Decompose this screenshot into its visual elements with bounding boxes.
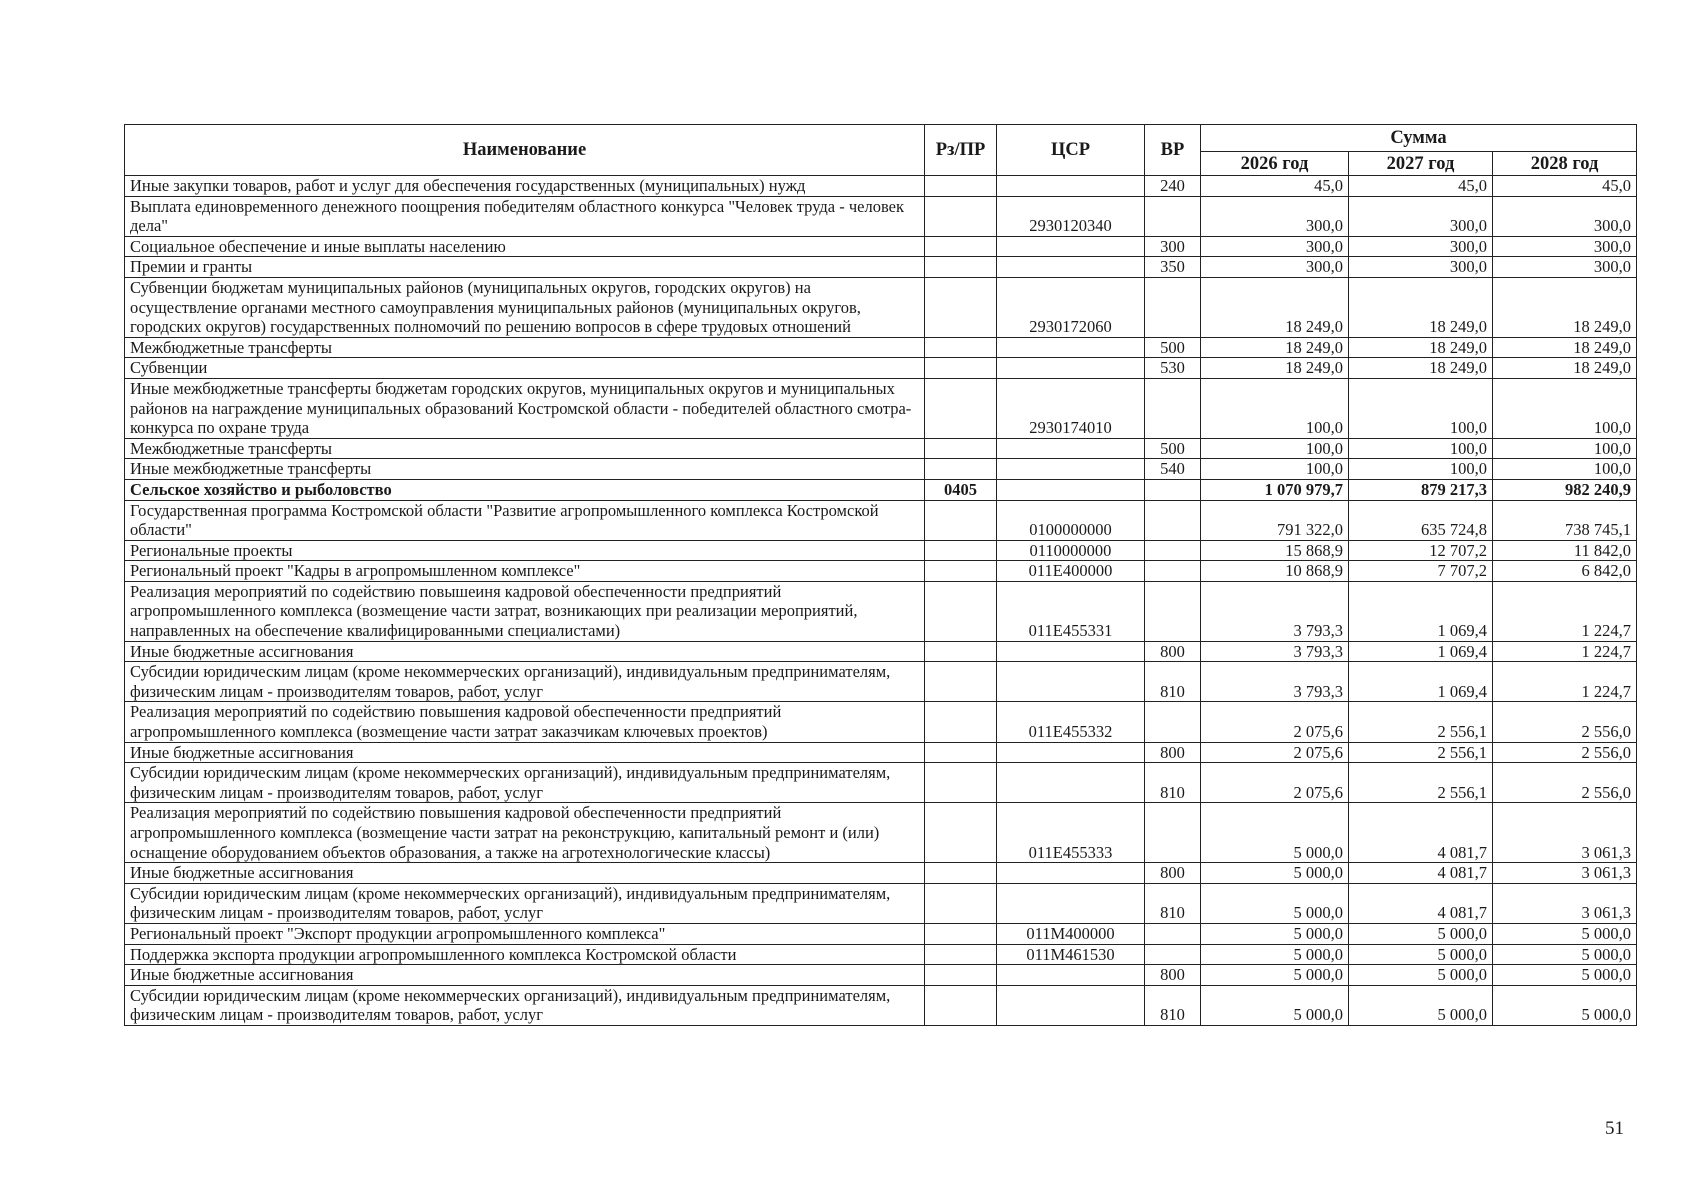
cell-2027: 18 249,0 — [1349, 337, 1493, 358]
cell-2028: 300,0 — [1493, 196, 1637, 236]
cell-2027: 45,0 — [1349, 176, 1493, 197]
cell-vr — [1145, 581, 1201, 641]
cell-vr: 800 — [1145, 863, 1201, 884]
cell-vr: 240 — [1145, 176, 1201, 197]
cell-2026: 2 075,6 — [1201, 702, 1349, 742]
table-row — [125, 378, 1637, 438]
cell-csr: 2930120340 — [997, 196, 1145, 236]
cell-csr: 0100000000 — [997, 500, 1145, 540]
cell-rzpr: 0405 — [925, 479, 997, 500]
cell-2028: 18 249,0 — [1493, 358, 1637, 379]
cell-name: Сельское хозяйство и рыболовство — [125, 479, 925, 500]
cell-2027: 18 249,0 — [1349, 277, 1493, 337]
table-row — [125, 641, 1637, 662]
cell-csr: 2930172060 — [997, 277, 1145, 337]
cell-vr — [1145, 702, 1201, 742]
cell-2028: 3 061,3 — [1493, 803, 1637, 863]
cell-name: Государственная программа Костромской области "Развитие агропромышленного комплекса Костромской области" — [125, 500, 925, 540]
cell-2027: 2 556,1 — [1349, 702, 1493, 742]
cell-2027: 5 000,0 — [1349, 923, 1493, 944]
cell-vr — [1145, 500, 1201, 540]
cell-2028: 18 249,0 — [1493, 337, 1637, 358]
table-row — [125, 540, 1637, 561]
cell-name: Поддержка экспорта продукции агропромышленного комплекса Костромской области — [125, 944, 925, 965]
cell-rzpr — [925, 500, 997, 540]
cell-rzpr — [925, 742, 997, 763]
cell-2027: 2 556,1 — [1349, 763, 1493, 803]
table-row — [125, 358, 1637, 379]
cell-vr: 800 — [1145, 965, 1201, 986]
table-row — [125, 863, 1637, 884]
header-name: Наименование — [125, 125, 925, 176]
cell-name: Субсидии юридическим лицам (кроме некоммерческих организаций), индивидуальным предпринимателям, физическим лицам - производителям товаров, работ, услуг — [125, 883, 925, 923]
table-row — [125, 702, 1637, 742]
table-row — [125, 277, 1637, 337]
header-year-2026: 2026 год — [1201, 152, 1349, 176]
cell-2027: 1 069,4 — [1349, 641, 1493, 662]
table-row — [125, 662, 1637, 702]
cell-rzpr — [925, 763, 997, 803]
cell-2026: 3 793,3 — [1201, 662, 1349, 702]
cell-2028: 1 224,7 — [1493, 662, 1637, 702]
cell-2028: 5 000,0 — [1493, 944, 1637, 965]
cell-csr: 011М400000 — [997, 923, 1145, 944]
cell-rzpr — [925, 965, 997, 986]
cell-2028: 100,0 — [1493, 459, 1637, 480]
cell-vr — [1145, 540, 1201, 561]
cell-2026: 3 793,3 — [1201, 581, 1349, 641]
cell-2026: 1 070 979,7 — [1201, 479, 1349, 500]
cell-vr — [1145, 561, 1201, 582]
cell-name: Межбюджетные трансферты — [125, 337, 925, 358]
table-row — [125, 883, 1637, 923]
cell-2027: 5 000,0 — [1349, 985, 1493, 1025]
cell-2028: 3 061,3 — [1493, 883, 1637, 923]
cell-name: Социальное обеспечение и иные выплаты населению — [125, 236, 925, 257]
cell-name: Реализация мероприятий по содействию повышения кадровой обеспеченности предприятий агропромышленного комплекса (возмещение части затрат на реконструкцию, капитальный ремонт и (или) оснащение оборудованием объектов образования, а также на агротехнологические классы) — [125, 803, 925, 863]
cell-2028: 300,0 — [1493, 257, 1637, 278]
cell-2028: 100,0 — [1493, 378, 1637, 438]
cell-rzpr — [925, 438, 997, 459]
cell-2027: 879 217,3 — [1349, 479, 1493, 500]
cell-csr — [997, 763, 1145, 803]
cell-2026: 5 000,0 — [1201, 923, 1349, 944]
cell-2027: 18 249,0 — [1349, 358, 1493, 379]
cell-csr: 0110000000 — [997, 540, 1145, 561]
cell-name: Региональный проект "Экспорт продукции агропромышленного комплекса" — [125, 923, 925, 944]
cell-csr — [997, 176, 1145, 197]
cell-csr — [997, 641, 1145, 662]
cell-2026: 18 249,0 — [1201, 358, 1349, 379]
cell-vr — [1145, 803, 1201, 863]
cell-name: Иные бюджетные ассигнования — [125, 965, 925, 986]
cell-vr: 810 — [1145, 985, 1201, 1025]
cell-name: Иные межбюджетные трансферты — [125, 459, 925, 480]
cell-2026: 100,0 — [1201, 378, 1349, 438]
table-row — [125, 581, 1637, 641]
cell-rzpr — [925, 944, 997, 965]
cell-2026: 791 322,0 — [1201, 500, 1349, 540]
cell-name: Субсидии юридическим лицам (кроме некоммерческих организаций), индивидуальным предпринимателям, физическим лицам - производителям товаров, работ, услуг — [125, 985, 925, 1025]
table-row — [125, 742, 1637, 763]
table-header — [125, 125, 1637, 176]
cell-vr — [1145, 277, 1201, 337]
cell-rzpr — [925, 358, 997, 379]
cell-name: Иные бюджетные ассигнования — [125, 863, 925, 884]
cell-vr: 810 — [1145, 662, 1201, 702]
cell-2027: 100,0 — [1349, 378, 1493, 438]
table-row — [125, 985, 1637, 1025]
cell-rzpr — [925, 863, 997, 884]
cell-2028: 5 000,0 — [1493, 965, 1637, 986]
cell-2026: 5 000,0 — [1201, 985, 1349, 1025]
cell-vr — [1145, 479, 1201, 500]
table-row — [125, 257, 1637, 278]
cell-rzpr — [925, 540, 997, 561]
header-year-2027: 2027 год — [1349, 152, 1493, 176]
cell-csr — [997, 257, 1145, 278]
cell-2026: 18 249,0 — [1201, 277, 1349, 337]
cell-rzpr — [925, 641, 997, 662]
cell-2028: 5 000,0 — [1493, 923, 1637, 944]
cell-2026: 5 000,0 — [1201, 965, 1349, 986]
table-body — [125, 176, 1637, 1026]
header-vr: ВР — [1145, 125, 1201, 176]
cell-csr — [997, 479, 1145, 500]
cell-2028: 45,0 — [1493, 176, 1637, 197]
cell-2027: 7 707,2 — [1349, 561, 1493, 582]
cell-name: Региональные проекты — [125, 540, 925, 561]
cell-2027: 4 081,7 — [1349, 863, 1493, 884]
cell-name: Субсидии юридическим лицам (кроме некоммерческих организаций), индивидуальным предпринимателям, физическим лицам - производителям товаров, работ, услуг — [125, 763, 925, 803]
table-row — [125, 337, 1637, 358]
cell-2027: 300,0 — [1349, 257, 1493, 278]
cell-2028: 1 224,7 — [1493, 581, 1637, 641]
cell-2026: 15 868,9 — [1201, 540, 1349, 561]
cell-csr: 2930174010 — [997, 378, 1145, 438]
cell-2028: 300,0 — [1493, 236, 1637, 257]
table-row — [125, 500, 1637, 540]
cell-2026: 300,0 — [1201, 257, 1349, 278]
cell-rzpr — [925, 803, 997, 863]
cell-vr: 800 — [1145, 742, 1201, 763]
cell-2028: 2 556,0 — [1493, 742, 1637, 763]
cell-vr — [1145, 196, 1201, 236]
page-number: 51 — [1605, 1118, 1624, 1139]
cell-2026: 5 000,0 — [1201, 803, 1349, 863]
cell-2026: 100,0 — [1201, 459, 1349, 480]
cell-2027: 5 000,0 — [1349, 944, 1493, 965]
table-row — [125, 176, 1637, 197]
cell-name: Субвенции бюджетам муниципальных районов (муниципальных округов, городских округов) на осуществление органами местного самоуправления муниципальных районов (муниципальных округов, городских округов) государственных полномочий по решению вопросов в сфере трудовых отношений — [125, 277, 925, 337]
cell-name: Иные закупки товаров, работ и услуг для обеспечения государственных (муниципальных) нужд — [125, 176, 925, 197]
cell-2027: 12 707,2 — [1349, 540, 1493, 561]
cell-2026: 2 075,6 — [1201, 742, 1349, 763]
cell-vr — [1145, 944, 1201, 965]
header-year-2028: 2028 год — [1493, 152, 1637, 176]
cell-2027: 100,0 — [1349, 459, 1493, 480]
cell-csr: 011Е455333 — [997, 803, 1145, 863]
cell-vr: 540 — [1145, 459, 1201, 480]
cell-rzpr — [925, 883, 997, 923]
cell-rzpr — [925, 257, 997, 278]
cell-rzpr — [925, 378, 997, 438]
cell-vr: 530 — [1145, 358, 1201, 379]
cell-csr — [997, 236, 1145, 257]
cell-csr — [997, 965, 1145, 986]
cell-2026: 5 000,0 — [1201, 883, 1349, 923]
table-row — [125, 923, 1637, 944]
cell-rzpr — [925, 236, 997, 257]
cell-vr: 300 — [1145, 236, 1201, 257]
cell-rzpr — [925, 459, 997, 480]
cell-name: Премии и гранты — [125, 257, 925, 278]
cell-csr: 011М461530 — [997, 944, 1145, 965]
cell-rzpr — [925, 985, 997, 1025]
cell-name: Субсидии юридическим лицам (кроме некоммерческих организаций), индивидуальным предпринимателям, физическим лицам - производителям товаров, работ, услуг — [125, 662, 925, 702]
cell-vr: 500 — [1145, 438, 1201, 459]
cell-2028: 2 556,0 — [1493, 763, 1637, 803]
cell-2028: 3 061,3 — [1493, 863, 1637, 884]
cell-csr — [997, 662, 1145, 702]
cell-2027: 1 069,4 — [1349, 581, 1493, 641]
cell-2027: 5 000,0 — [1349, 965, 1493, 986]
cell-rzpr — [925, 176, 997, 197]
cell-2026: 300,0 — [1201, 236, 1349, 257]
cell-name: Иные межбюджетные трансферты бюджетам городских округов, муниципальных округов и муниципальных районов на награждение муниципальных образований Костромской области - победителей областного смотра-конкурса по охране труда — [125, 378, 925, 438]
cell-2026: 2 075,6 — [1201, 763, 1349, 803]
cell-2028: 5 000,0 — [1493, 985, 1637, 1025]
cell-2026: 10 868,9 — [1201, 561, 1349, 582]
budget-table — [124, 124, 1637, 1026]
table-row — [125, 965, 1637, 986]
cell-2027: 300,0 — [1349, 236, 1493, 257]
cell-name: Реализация мероприятий по содействию повышеиня кадровой обеспеченности предприятий агропромышленного комплекса (возмещение части затрат, возникающих при реализации мероприятий, направленных на обеспечение квалифицированными специалистами) — [125, 581, 925, 641]
cell-csr: 011Е400000 — [997, 561, 1145, 582]
cell-csr — [997, 459, 1145, 480]
cell-2026: 18 249,0 — [1201, 337, 1349, 358]
cell-2027: 4 081,7 — [1349, 803, 1493, 863]
cell-rzpr — [925, 196, 997, 236]
cell-csr — [997, 337, 1145, 358]
cell-2027: 4 081,7 — [1349, 883, 1493, 923]
cell-rzpr — [925, 337, 997, 358]
cell-csr: 011Е455332 — [997, 702, 1145, 742]
table-row — [125, 763, 1637, 803]
cell-2028: 18 249,0 — [1493, 277, 1637, 337]
cell-2026: 3 793,3 — [1201, 641, 1349, 662]
cell-name: Иные бюджетные ассигнования — [125, 742, 925, 763]
cell-2028: 100,0 — [1493, 438, 1637, 459]
cell-2028: 982 240,9 — [1493, 479, 1637, 500]
cell-2027: 1 069,4 — [1349, 662, 1493, 702]
table-row — [125, 438, 1637, 459]
table-row — [125, 944, 1637, 965]
cell-csr — [997, 358, 1145, 379]
table-row — [125, 459, 1637, 480]
cell-csr — [997, 985, 1145, 1025]
cell-vr: 810 — [1145, 763, 1201, 803]
cell-rzpr — [925, 662, 997, 702]
cell-2028: 1 224,7 — [1493, 641, 1637, 662]
cell-csr — [997, 742, 1145, 763]
cell-name: Иные бюджетные ассигнования — [125, 641, 925, 662]
table-row — [125, 803, 1637, 863]
cell-rzpr — [925, 702, 997, 742]
cell-csr — [997, 438, 1145, 459]
cell-name: Реализация мероприятий по содействию повышения кадровой обеспеченности предприятий агропромышленного комплекса (возмещение части затрат заказчикам ключевых проектов) — [125, 702, 925, 742]
cell-2027: 100,0 — [1349, 438, 1493, 459]
table-row — [125, 479, 1637, 500]
table-row — [125, 561, 1637, 582]
cell-2026: 5 000,0 — [1201, 944, 1349, 965]
cell-vr — [1145, 923, 1201, 944]
cell-name: Выплата единовременного денежного поощрения победителям областного конкурса "Человек труда - человек дела" — [125, 196, 925, 236]
cell-csr: 011Е455331 — [997, 581, 1145, 641]
cell-vr: 500 — [1145, 337, 1201, 358]
cell-vr: 350 — [1145, 257, 1201, 278]
cell-2027: 300,0 — [1349, 196, 1493, 236]
cell-name: Региональный проект "Кадры в агропромышленном комплексе" — [125, 561, 925, 582]
cell-csr — [997, 863, 1145, 884]
cell-name: Субвенции — [125, 358, 925, 379]
header-rzpr: Рз/ПР — [925, 125, 997, 176]
cell-rzpr — [925, 923, 997, 944]
header-csr: ЦСР — [997, 125, 1145, 176]
cell-vr: 810 — [1145, 883, 1201, 923]
cell-csr — [997, 883, 1145, 923]
cell-2026: 100,0 — [1201, 438, 1349, 459]
cell-2026: 300,0 — [1201, 196, 1349, 236]
cell-2028: 2 556,0 — [1493, 702, 1637, 742]
cell-2027: 635 724,8 — [1349, 500, 1493, 540]
cell-2028: 11 842,0 — [1493, 540, 1637, 561]
cell-rzpr — [925, 277, 997, 337]
table-row — [125, 236, 1637, 257]
cell-2028: 6 842,0 — [1493, 561, 1637, 582]
cell-2028: 738 745,1 — [1493, 500, 1637, 540]
header-sum: Сумма — [1201, 125, 1637, 152]
cell-vr — [1145, 378, 1201, 438]
cell-rzpr — [925, 581, 997, 641]
cell-rzpr — [925, 561, 997, 582]
cell-2026: 5 000,0 — [1201, 863, 1349, 884]
cell-2027: 2 556,1 — [1349, 742, 1493, 763]
cell-2026: 45,0 — [1201, 176, 1349, 197]
cell-vr: 800 — [1145, 641, 1201, 662]
cell-name: Межбюджетные трансферты — [125, 438, 925, 459]
table-row — [125, 196, 1637, 236]
